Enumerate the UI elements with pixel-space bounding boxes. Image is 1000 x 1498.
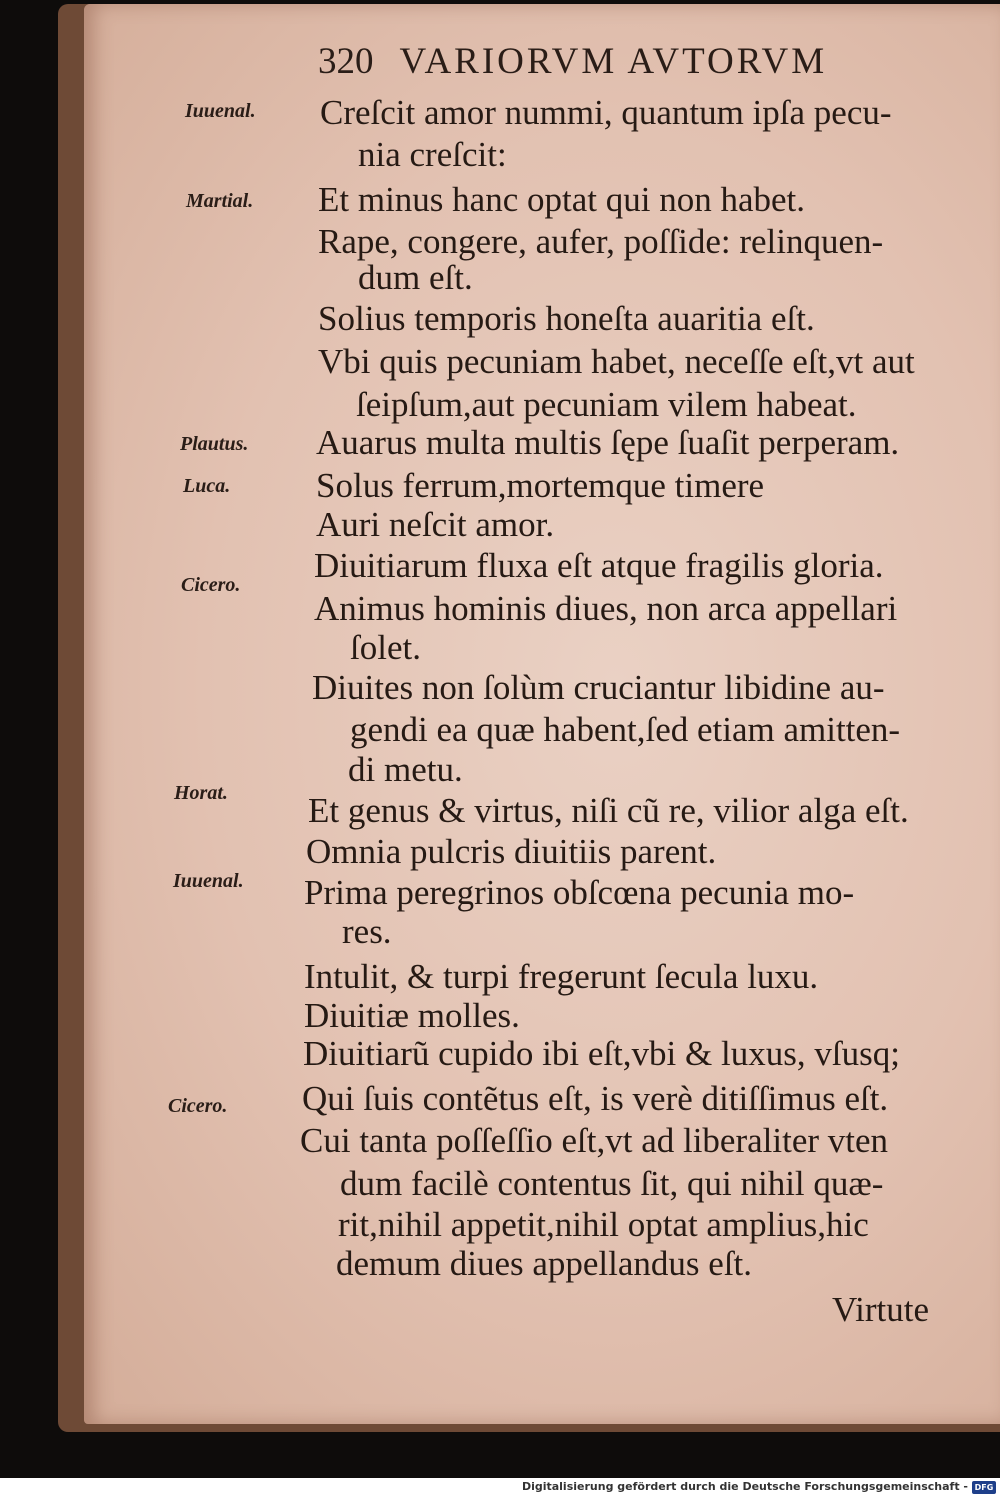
text-line: res. (342, 912, 392, 951)
margin-note: Plautus. (180, 433, 249, 455)
text-line: dum eſt. (358, 258, 473, 297)
text-line: Qui ſuis contẽtus eſt, is verè ditiſſimus eſt. (302, 1079, 889, 1118)
text-line: Diuitiarũ cupido ibi eſt,vbi & luxus, vſusq; (303, 1034, 900, 1073)
text-line: Intulit, & turpi fregerunt ſecula luxu. (304, 957, 819, 996)
text-line: Cui tanta poſſeſſio eſt,vt ad liberaliter vten (300, 1121, 889, 1160)
text-line: Animus hominis diues, non arca appellari (314, 589, 898, 628)
running-head-title: VARIORVM AVTORVM (399, 41, 828, 82)
catchword: Virtute (832, 1290, 930, 1329)
text-line: Diuites non ſolùm cruciantur libidine au- (312, 668, 885, 707)
text-line: Diuitiarum fluxa eſt atque fragilis gloria. (314, 546, 884, 585)
margin-note: Cicero. (168, 1095, 228, 1117)
text-line: rit,nihil appetit,nihil optat amplius,hic (338, 1205, 869, 1244)
dfg-logo-text: DFG (974, 1483, 994, 1492)
funding-credit: Digitalisierung gefördert durch die Deutsche Forschungsgemeinschaft - (521, 1480, 968, 1493)
footer-bar (0, 1478, 1000, 1498)
text-line: Solius temporis honeſta auaritia eſt. (318, 299, 815, 338)
page-number: 320 (318, 41, 374, 82)
text-line: Et minus hanc optat qui non habet. (318, 180, 805, 219)
text-line: di metu. (348, 750, 463, 789)
text-line: dum facilè contentus ſit, qui nihil quæ- (340, 1164, 884, 1203)
dfg-logo-icon (972, 1481, 996, 1494)
text-line: ſeipſum,aut pecuniam vilem habeat. (356, 385, 857, 424)
text-line: Diuitiæ molles. (304, 996, 520, 1035)
margin-note: Luca. (183, 475, 231, 497)
text-line: Et genus & virtus, niſi cũ re, vilior alga eſt. (308, 791, 909, 830)
text-line: Auri neſcit amor. (316, 505, 555, 544)
margin-note: Iuuenal. (185, 100, 256, 122)
text-line: Omnia pulcris diuitiis parent. (306, 832, 717, 871)
margin-note: Martial. (186, 190, 254, 212)
text-line: demum diues appellandus eſt. (336, 1244, 753, 1283)
text-line: Solus ferrum,mortemque timere (316, 466, 765, 505)
text-line: nia creſcit: (358, 135, 507, 174)
text-line: Rape, congere, aufer, poſſide: relinquen- (318, 222, 884, 261)
margin-note: Horat. (174, 782, 228, 804)
margin-note: Iuuenal. (173, 870, 244, 892)
text-line: Creſcit amor nummi, quantum ipſa pecu- (320, 93, 892, 132)
text-line: Vbi quis pecuniam habet, neceſſe eſt,vt aut (318, 342, 915, 381)
text-line: Prima peregrinos obſcœna pecunia mo- (304, 873, 855, 912)
text-line: ſolet. (350, 628, 421, 667)
text-line: gendi ea quæ habent,ſed etiam amitten- (350, 710, 901, 749)
running-head (318, 40, 827, 83)
margin-note: Cicero. (181, 574, 241, 596)
text-line: Auarus multa multis ſępe ſuaſit perperam. (316, 423, 900, 462)
